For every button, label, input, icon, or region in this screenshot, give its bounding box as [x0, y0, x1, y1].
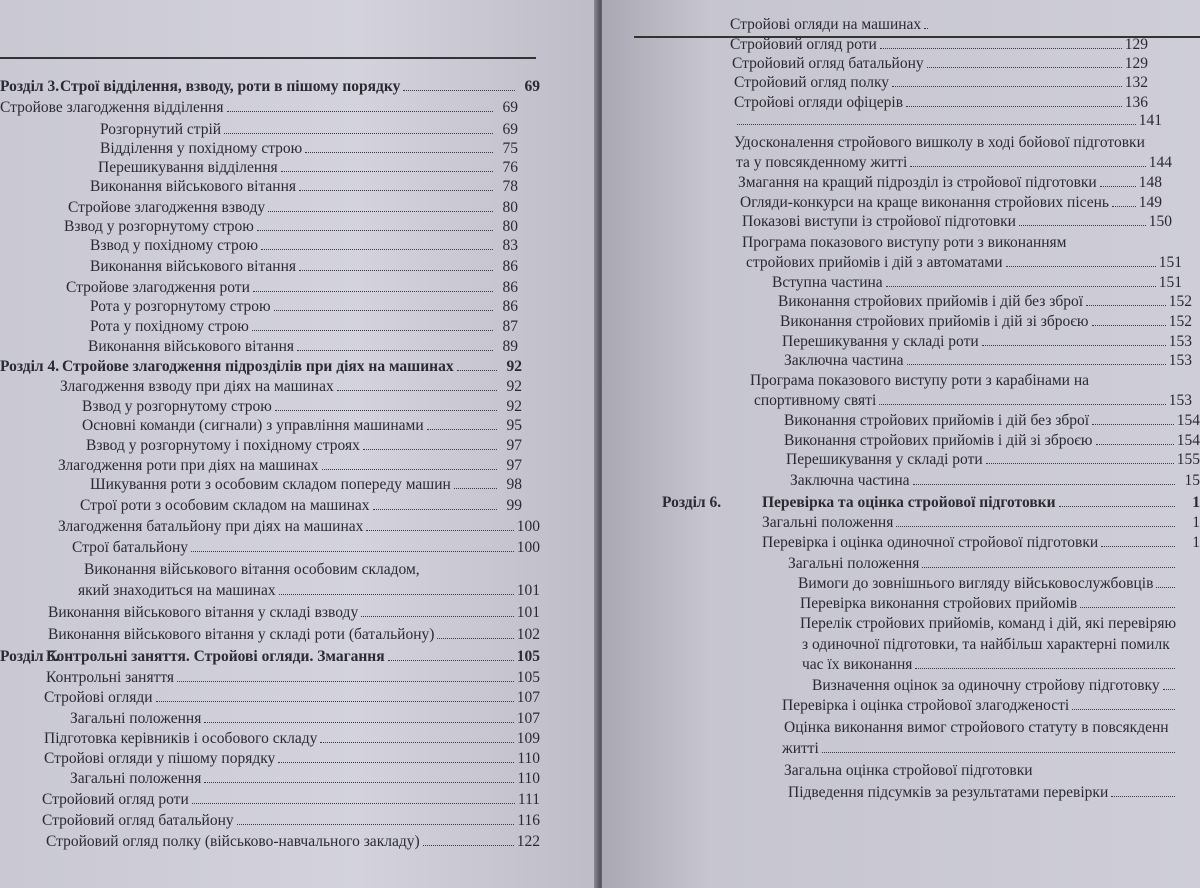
entry-title: Взвод у похідному строю — [90, 237, 259, 254]
dot-leader — [922, 555, 1175, 568]
dot-leader — [1096, 432, 1174, 445]
page-number: 101 — [516, 604, 540, 621]
entry-title: Перевірка виконання стройових прийомів — [800, 595, 1078, 612]
page-number: 78 — [502, 178, 518, 195]
toc-entry — [784, 719, 1200, 737]
page-number: 92 — [506, 378, 522, 395]
entry-title: Показові виступи із стройової підготовки — [742, 213, 1016, 230]
dot-leader — [1156, 575, 1175, 588]
toc-entry — [82, 398, 522, 416]
toc-entry — [788, 555, 1200, 573]
entry-title: житті — [782, 740, 819, 757]
dot-leader — [320, 730, 513, 743]
dot-leader — [192, 791, 515, 804]
toc-entry — [784, 762, 1200, 780]
page-number: 150 — [1148, 213, 1172, 230]
page-number: 107 — [516, 689, 540, 706]
toc-entry — [742, 234, 1172, 252]
dot-leader — [457, 358, 497, 371]
entry-title: Виконання стройових прийомів і дій без зброї — [784, 412, 1090, 429]
entry-title: Виконання військового вітання у складі роти (батальйону) — [48, 626, 435, 643]
page-number: 152 — [1168, 293, 1192, 310]
toc-entry — [88, 338, 518, 356]
page-number: 80 — [502, 199, 518, 216]
dot-leader — [822, 740, 1175, 753]
dot-leader — [281, 159, 493, 172]
toc-entry — [746, 254, 1182, 272]
toc-entry — [90, 258, 518, 276]
toc-entry — [812, 677, 1200, 695]
entry-title: Злагодження батальйону при діях на машинах — [58, 518, 364, 535]
entry-title: Загальна оцінка стройової підготовки — [784, 762, 1033, 779]
entry-title: який знаходиться на машинах — [78, 582, 276, 599]
toc-entry — [82, 417, 522, 435]
entry-title: Виконання військового вітання — [88, 338, 295, 355]
page-number: 99 — [506, 497, 522, 514]
dot-leader — [1101, 534, 1175, 547]
dot-leader — [337, 378, 497, 391]
toc-entry — [784, 412, 1200, 430]
dot-leader — [322, 457, 497, 470]
toc-entry — [732, 55, 1148, 73]
page-number: 122 — [516, 833, 540, 850]
entry-title: Виконання стройових прийомів і дій без зброї — [778, 293, 1084, 310]
section-label: Розділ 4. — [0, 358, 60, 375]
entry-title: Перешикування у складі роти — [786, 451, 983, 468]
page-number: 154 — [1176, 412, 1200, 429]
dot-leader — [361, 604, 514, 617]
entry-title: Рота у розгорнутому строю — [90, 298, 271, 315]
toc-entry — [802, 656, 1200, 674]
toc-entry — [784, 432, 1200, 450]
entry-title: Програма показового виступу роти з виконанням — [742, 234, 1067, 251]
entry-title: та у повсякденному житті — [736, 154, 908, 171]
dot-leader — [1092, 412, 1174, 425]
page-number: 75 — [502, 140, 518, 157]
toc-entry — [734, 112, 1162, 130]
page-number: 151 — [1158, 274, 1182, 291]
entry-title: Стройовий огляд батальйону — [732, 55, 924, 72]
dot-leader — [388, 648, 514, 661]
toc-entry — [90, 476, 522, 494]
entry-title: Перешикування у складі роти — [782, 333, 979, 350]
page-number: 86 — [502, 298, 518, 315]
page-number: 151 — [1158, 254, 1182, 271]
dot-leader — [913, 472, 1175, 485]
dot-leader — [224, 121, 493, 134]
page-number: 152 — [1168, 313, 1192, 330]
dot-leader — [915, 656, 1175, 669]
toc-entry — [762, 514, 1200, 532]
entry-title: Взвод у розгорнутому і похідному строях — [86, 437, 360, 454]
toc-entry — [790, 472, 1200, 490]
page-number: 69 — [502, 99, 518, 116]
dot-leader — [305, 140, 493, 153]
dot-leader — [879, 392, 1166, 405]
page-number: 132 — [1124, 74, 1148, 91]
entry-title: Стройове злагодження роти — [66, 279, 250, 296]
dot-leader — [454, 476, 497, 489]
page-number: 102 — [516, 626, 540, 643]
toc-entry — [800, 595, 1200, 613]
toc-entry — [734, 94, 1148, 112]
entry-title: Стройове злагодження взводу — [68, 199, 266, 216]
toc-entry — [64, 218, 518, 236]
entry-title: Вступна частина — [772, 274, 883, 291]
dot-leader — [227, 99, 493, 112]
entry-title: Виконання військового вітання — [90, 258, 297, 275]
toc-entry — [734, 74, 1148, 92]
toc-entry — [0, 99, 518, 117]
entry-title: Виконання стройових прийомів і дій зі зброєю — [784, 432, 1093, 449]
page-number: 83 — [502, 237, 518, 254]
entry-title: Перешикування відділення — [98, 159, 278, 176]
entry-title: Перевірка та оцінка стройової підготовки — [762, 494, 1056, 511]
toc-entry — [784, 352, 1192, 370]
entry-title: Взвод у розгорнутому строю — [82, 398, 272, 415]
entry-title: Підготовка керівників і особового складу — [44, 730, 318, 747]
dot-leader — [403, 78, 515, 91]
entry-title: Шикування роти з особовим складом попереду машин — [90, 476, 451, 493]
page-number: 1 — [1192, 494, 1200, 511]
page-number: 155 — [1176, 451, 1200, 468]
toc-entry — [78, 582, 540, 600]
toc-entry — [802, 636, 1200, 654]
page-number: 153 — [1168, 392, 1192, 409]
dot-leader — [1006, 254, 1156, 267]
entry-title: Заключна частина — [784, 352, 904, 369]
toc-entry — [798, 575, 1200, 593]
toc-entry — [90, 237, 518, 255]
entry-title: Загальні положення — [70, 710, 202, 727]
section-heading — [762, 494, 1200, 512]
toc-entry — [48, 604, 540, 622]
dot-leader — [1100, 174, 1136, 187]
toc-entry — [100, 140, 518, 158]
dot-leader — [204, 770, 514, 783]
page-number: 111 — [517, 791, 540, 808]
toc-entry — [48, 626, 540, 644]
toc-entry — [786, 451, 1200, 469]
page-number: 153 — [1168, 333, 1192, 350]
entry-title: Визначення оцінок за одиночну стройову підготовку — [812, 677, 1160, 694]
toc-entry — [782, 740, 1200, 758]
page-number: 144 — [1148, 154, 1172, 171]
dot-leader — [204, 710, 513, 723]
entry-title: Змагання на кращий підрозділ із стройової підготовки — [738, 174, 1097, 191]
dot-leader — [191, 539, 514, 552]
dot-leader — [910, 154, 1145, 167]
page-number: 97 — [506, 437, 522, 454]
toc-entry — [800, 615, 1200, 633]
toc-entry — [46, 669, 540, 687]
page-number: 15 — [1184, 472, 1200, 489]
dot-leader — [896, 514, 1175, 527]
toc-entry — [42, 791, 540, 809]
toc-entry — [60, 378, 522, 396]
dot-leader — [1019, 213, 1146, 226]
page-number: 153 — [1168, 352, 1192, 369]
page-number: 129 — [1124, 36, 1148, 53]
dot-leader — [986, 451, 1174, 464]
entry-title: Перелік стройових прийомів, команд і дій, які перевіряю — [800, 615, 1177, 632]
dot-leader — [274, 298, 493, 311]
page-number: 100 — [516, 518, 540, 535]
entry-title: з одиночної підготовки, та найбільш характерні помилк — [802, 636, 1170, 653]
toc-entry — [736, 154, 1172, 172]
entry-title: Стройові огляди у пішому порядку — [44, 750, 276, 767]
entry-title: Злагодження взводу при діях на машинах — [60, 378, 334, 395]
page-number: 1 — [1192, 514, 1200, 531]
toc-entry — [740, 194, 1162, 212]
toc-entry — [772, 274, 1182, 292]
toc-entry — [90, 178, 518, 196]
section-label: Розділ 6. — [662, 494, 722, 511]
toc-entry — [80, 497, 522, 515]
dot-leader — [1072, 697, 1175, 710]
toc-entry — [58, 518, 540, 536]
toc-entry — [762, 534, 1200, 552]
entry-title: Вимоги до зовнішнього вигляду військовослужбовців — [798, 575, 1154, 592]
right-page — [602, 0, 1200, 888]
toc-entry — [66, 279, 518, 297]
section-heading — [46, 648, 540, 666]
entry-title: Стройові огляди на машинах — [730, 16, 922, 33]
dot-leader — [1112, 194, 1136, 207]
header-rule — [0, 57, 536, 59]
section-heading — [62, 358, 522, 376]
page-number: 92 — [506, 358, 522, 375]
dot-leader — [1086, 293, 1166, 306]
dot-leader — [299, 178, 493, 191]
dot-leader — [177, 669, 514, 682]
section-heading — [60, 78, 540, 96]
entry-title: час їх виконання — [802, 656, 913, 673]
toc-entry — [44, 689, 540, 707]
dot-leader — [373, 497, 497, 510]
dot-leader — [268, 199, 493, 212]
toc-entry — [70, 710, 540, 728]
dot-leader — [437, 626, 513, 639]
entry-title: Основні команди (сигнали) з управління машинами — [82, 417, 424, 434]
entry-title: Загальні положення — [70, 770, 202, 787]
dot-leader — [982, 333, 1166, 346]
dot-leader — [907, 352, 1166, 365]
page-number: 149 — [1138, 194, 1162, 211]
toc-entry — [780, 313, 1192, 331]
dot-leader — [257, 218, 493, 231]
entry-title: Стройове злагодження підрозділів при діях на машинах — [62, 358, 454, 375]
dot-leader — [886, 274, 1156, 287]
dot-leader — [252, 318, 493, 331]
dot-leader — [1111, 784, 1175, 797]
dot-leader — [297, 338, 493, 351]
page-number: 97 — [506, 457, 522, 474]
page-number: 101 — [516, 582, 540, 599]
dot-leader — [1163, 677, 1175, 690]
entry-title: Виконання військового вітання — [90, 178, 297, 195]
page-number: 116 — [517, 812, 540, 829]
page-number: 129 — [1124, 55, 1148, 72]
dot-leader — [363, 437, 497, 450]
dot-leader — [1092, 313, 1166, 326]
page-number: 89 — [502, 338, 518, 355]
entry-title: Підведення підсумків за результатами перевірки — [788, 784, 1109, 801]
page-number: 100 — [516, 539, 540, 556]
entry-title: Строї батальйону — [72, 539, 189, 556]
dot-leader — [423, 833, 514, 846]
dot-leader — [156, 689, 514, 702]
dot-leader — [880, 36, 1122, 49]
dot-leader — [253, 279, 493, 292]
dot-leader — [924, 16, 928, 29]
toc-entry — [70, 770, 540, 788]
toc-entry — [86, 437, 522, 455]
toc-entry — [90, 298, 518, 316]
entry-title: Стройове злагодження відділення — [0, 99, 224, 116]
entry-title: спортивному святі — [754, 392, 877, 409]
page-number: 110 — [517, 770, 540, 787]
entry-title: Стройові огляди — [44, 689, 153, 706]
toc-entry — [730, 36, 1148, 54]
entry-title: Рота у похідному строю — [90, 318, 249, 335]
dot-leader — [261, 237, 493, 250]
dot-leader — [366, 518, 513, 531]
entry-title: Стройовий огляд батальйону — [42, 812, 234, 829]
dot-leader — [737, 112, 1136, 125]
page-number: 80 — [502, 218, 518, 235]
dot-leader — [279, 582, 514, 595]
entry-title: Строї відділення, взводу, роти в пішому порядку — [60, 78, 401, 95]
entry-title: Стройовий огляд роти — [42, 791, 189, 808]
toc-entry — [46, 833, 540, 851]
entry-title: Стройовий огляд полку — [734, 74, 890, 91]
toc-entry — [72, 539, 540, 557]
toc-entry — [58, 457, 522, 475]
section-label: Розділ 3. — [0, 78, 60, 95]
toc-entry — [84, 561, 540, 579]
entry-title: Стройовий огляд полку (військово-навчального закладу) — [46, 833, 420, 850]
dot-leader — [906, 94, 1122, 107]
entry-title: Заключна частина — [790, 472, 910, 489]
entry-title: Злагодження роти при діях на машинах — [58, 457, 319, 474]
entry-title: стройових прийомів і дій з автоматами — [746, 254, 1003, 271]
entry-title: Виконання військового вітання у складі взводу — [48, 604, 359, 621]
toc-entry — [788, 784, 1200, 802]
entry-title: Строї роти з особовим складом на машинах — [80, 497, 370, 514]
page-number: 141 — [1138, 112, 1162, 129]
entry-title: Огляди-конкурси на краще виконання стройових пісень — [740, 194, 1109, 211]
toc-entry — [778, 293, 1192, 311]
dot-leader — [927, 55, 1122, 68]
toc-entry — [100, 121, 518, 139]
entry-title: Взвод у розгорнутому строю — [64, 218, 254, 235]
entry-title: Перевірка і оцінка одиночної стройової підготовки — [762, 534, 1099, 551]
toc-entry — [754, 392, 1192, 410]
page-number: 107 — [516, 710, 540, 727]
toc-entry — [734, 134, 1172, 152]
entry-title: Контрольні заняття. Стройові огляди. Змагання — [46, 648, 385, 665]
left-page — [0, 0, 598, 888]
page-number: 69 — [502, 121, 518, 138]
dot-leader — [275, 398, 497, 411]
toc-entry — [42, 812, 540, 830]
page-number: 69 — [524, 78, 540, 95]
page-number: 98 — [506, 476, 522, 493]
entry-title: Виконання стройових прийомів і дій зі зброєю — [780, 313, 1089, 330]
entry-title: Виконання військового вітання особовим складом, — [84, 561, 420, 578]
entry-title: Загальні положення — [762, 514, 894, 531]
page-number: 148 — [1138, 174, 1162, 191]
toc-entry — [68, 199, 518, 217]
toc-entry — [98, 159, 518, 177]
toc-entry — [742, 213, 1172, 231]
dot-leader — [1059, 494, 1175, 507]
dot-leader — [278, 750, 514, 763]
dot-leader — [1080, 595, 1175, 608]
entry-title: Стройові огляди офіцерів — [734, 94, 904, 111]
page-number: 109 — [516, 730, 540, 747]
entry-title: Удосконалення стройового вишколу в ході бойової підготовки — [734, 134, 1145, 151]
entry-title: Розгорнутий стрій — [100, 121, 222, 138]
page-number: 92 — [506, 398, 522, 415]
page-number: 95 — [506, 417, 522, 434]
section-label: Розділ 5. — [0, 648, 60, 665]
page-number: 86 — [502, 258, 518, 275]
toc-entry — [44, 750, 540, 768]
page-number: 136 — [1124, 94, 1148, 111]
entry-title: Загальні положення — [788, 555, 920, 572]
entry-title: Програма показового виступу роти з карабінами на — [750, 372, 1089, 389]
toc-entry — [750, 372, 1192, 390]
entry-title: Стройовий огляд роти — [730, 36, 877, 53]
dot-leader — [237, 812, 515, 825]
page-number: 105 — [516, 648, 540, 665]
toc-entry — [44, 730, 540, 748]
entry-title: Перевірка і оцінка стройової злагодженості — [782, 697, 1070, 714]
entry-title: Контрольні заняття — [46, 669, 175, 686]
entry-title: Відділення у похідному строю — [100, 140, 303, 157]
page-number: 154 — [1176, 432, 1200, 449]
dot-leader — [427, 417, 497, 430]
page-number: 86 — [502, 279, 518, 296]
toc-entry — [90, 318, 518, 336]
toc-entry — [782, 697, 1200, 715]
toc-entry — [738, 174, 1162, 192]
page-number: 76 — [502, 159, 518, 176]
toc-entry — [782, 333, 1192, 351]
page-number: 110 — [517, 750, 540, 767]
dot-leader — [892, 74, 1122, 87]
page-number: 87 — [502, 318, 518, 335]
toc-entry — [730, 16, 942, 34]
dot-leader — [299, 258, 493, 271]
page-number: 105 — [516, 669, 540, 686]
page-number: 1 — [1192, 534, 1200, 551]
entry-title: Оцінка виконання вимог стройового статуту в повсякденн — [784, 719, 1169, 736]
